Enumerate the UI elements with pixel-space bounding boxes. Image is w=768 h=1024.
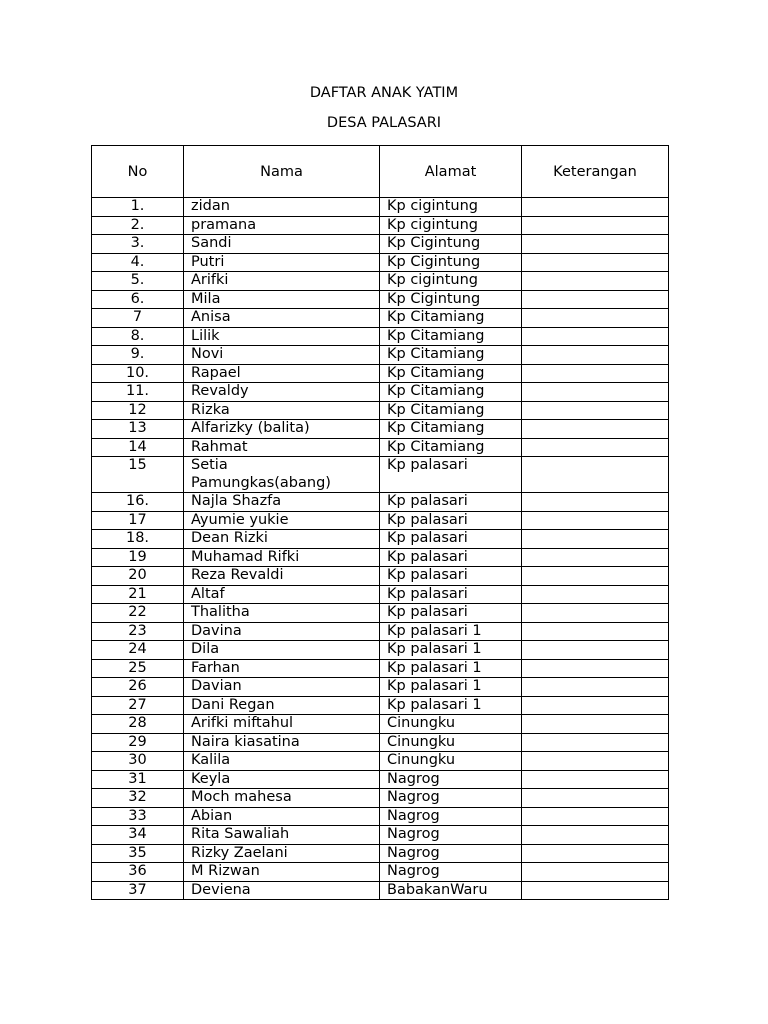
- table-row: [92, 383, 669, 402]
- cell-keterangan: [522, 401, 669, 420]
- cell-no: 32: [92, 789, 184, 808]
- header-no: No: [92, 146, 184, 198]
- cell-alamat: Nagrog: [380, 807, 522, 826]
- cell-no: 1.: [92, 198, 184, 217]
- cell-keterangan: [522, 696, 669, 715]
- cell-keterangan: [522, 198, 669, 217]
- cell-no: 8.: [92, 327, 184, 346]
- cell-keterangan: [522, 567, 669, 586]
- table-row: [92, 844, 669, 863]
- cell-keterangan: [522, 272, 669, 291]
- cell-alamat: Nagrog: [380, 770, 522, 789]
- cell-nama: Altaf: [184, 585, 380, 604]
- cell-alamat: Cinungku: [380, 715, 522, 734]
- cell-alamat: Kp Citamiang: [380, 420, 522, 439]
- table-row: [92, 253, 669, 272]
- cell-nama: Rapael: [184, 364, 380, 383]
- cell-keterangan: [522, 235, 669, 254]
- cell-keterangan: [522, 844, 669, 863]
- cell-keterangan: [522, 346, 669, 365]
- cell-no: 18.: [92, 530, 184, 549]
- cell-nama: Rizky Zaelani: [184, 844, 380, 863]
- cell-alamat: Cinungku: [380, 733, 522, 752]
- table-row: [92, 493, 669, 512]
- table-row: [92, 290, 669, 309]
- cell-nama: Davian: [184, 678, 380, 697]
- cell-keterangan: [522, 383, 669, 402]
- table-header-row: [92, 146, 669, 198]
- cell-alamat: Kp palasari 1: [380, 641, 522, 660]
- document-subtitle: DESA PALASARI: [326, 115, 442, 131]
- cell-nama: Rizka: [184, 401, 380, 420]
- cell-no: 10.: [92, 364, 184, 383]
- table-row: [92, 216, 669, 235]
- cell-nama: Lilik: [184, 327, 380, 346]
- table-row: [92, 881, 669, 900]
- table-row: [92, 622, 669, 641]
- cell-keterangan: [522, 604, 669, 623]
- cell-nama: Muhamad Rifki: [184, 548, 380, 567]
- table-row: [92, 420, 669, 439]
- cell-alamat: Kp palasari: [380, 457, 522, 493]
- table-row: [92, 696, 669, 715]
- table-row: [92, 585, 669, 604]
- cell-no: 29: [92, 733, 184, 752]
- cell-no: 25: [92, 659, 184, 678]
- cell-no: 12: [92, 401, 184, 420]
- table-row: [92, 807, 669, 826]
- cell-alamat: Cinungku: [380, 752, 522, 771]
- cell-alamat: Kp palasari: [380, 604, 522, 623]
- cell-alamat: Kp Citamiang: [380, 309, 522, 328]
- cell-alamat: Kp palasari 1: [380, 696, 522, 715]
- cell-nama: Mila: [184, 290, 380, 309]
- cell-keterangan: [522, 327, 669, 346]
- table-row: [92, 530, 669, 549]
- cell-alamat: Kp palasari 1: [380, 659, 522, 678]
- cell-keterangan: [522, 216, 669, 235]
- cell-alamat: Kp cigintung: [380, 272, 522, 291]
- table-row: [92, 770, 669, 789]
- cell-keterangan: [522, 530, 669, 549]
- cell-nama: Dani Regan: [184, 696, 380, 715]
- cell-nama: Arifki: [184, 272, 380, 291]
- cell-keterangan: [522, 678, 669, 697]
- cell-nama: Thalitha: [184, 604, 380, 623]
- cell-alamat: Kp Cigintung: [380, 290, 522, 309]
- cell-alamat: Kp palasari: [380, 511, 522, 530]
- cell-alamat: Kp palasari: [380, 530, 522, 549]
- cell-alamat: Kp cigintung: [380, 198, 522, 217]
- cell-nama: Davina: [184, 622, 380, 641]
- cell-no: 22: [92, 604, 184, 623]
- cell-keterangan: [522, 585, 669, 604]
- cell-no: 20: [92, 567, 184, 586]
- cell-no: 5.: [92, 272, 184, 291]
- document-title: DAFTAR ANAK YATIM: [309, 85, 459, 101]
- cell-nama: zidan: [184, 198, 380, 217]
- table-row: [92, 511, 669, 530]
- table-row: [92, 641, 669, 660]
- cell-no: 35: [92, 844, 184, 863]
- table-row: [92, 401, 669, 420]
- table-row: [92, 733, 669, 752]
- orphan-list-table: [91, 145, 669, 900]
- cell-alamat: Kp Cigintung: [380, 253, 522, 272]
- cell-nama: Sandi: [184, 235, 380, 254]
- cell-no: 17: [92, 511, 184, 530]
- cell-keterangan: [522, 752, 669, 771]
- table-row: [92, 604, 669, 623]
- cell-keterangan: [522, 253, 669, 272]
- cell-alamat: Kp Citamiang: [380, 364, 522, 383]
- cell-alamat: Kp Citamiang: [380, 346, 522, 365]
- cell-nama: Deviena: [184, 881, 380, 900]
- table-row: [92, 364, 669, 383]
- cell-keterangan: [522, 863, 669, 882]
- cell-no: 34: [92, 826, 184, 845]
- cell-no: 15: [92, 457, 184, 493]
- cell-no: 36: [92, 863, 184, 882]
- table-row: [92, 752, 669, 771]
- cell-keterangan: [522, 493, 669, 512]
- cell-nama: Revaldy: [184, 383, 380, 402]
- cell-alamat: Kp Cigintung: [380, 235, 522, 254]
- cell-no: 16.: [92, 493, 184, 512]
- cell-no: 4.: [92, 253, 184, 272]
- cell-no: 6.: [92, 290, 184, 309]
- cell-nama: Arifki miftahul: [184, 715, 380, 734]
- cell-keterangan: [522, 309, 669, 328]
- table-row: [92, 659, 669, 678]
- cell-nama: Rita Sawaliah: [184, 826, 380, 845]
- cell-nama: Novi: [184, 346, 380, 365]
- cell-alamat: BabakanWaru: [380, 881, 522, 900]
- cell-alamat: Kp palasari: [380, 585, 522, 604]
- cell-nama: Putri: [184, 253, 380, 272]
- cell-no: 33: [92, 807, 184, 826]
- table-row: [92, 789, 669, 808]
- cell-alamat: Nagrog: [380, 844, 522, 863]
- cell-nama: Ayumie yukie: [184, 511, 380, 530]
- cell-keterangan: [522, 641, 669, 660]
- cell-nama: Dean Rizki: [184, 530, 380, 549]
- cell-alamat: Kp cigintung: [380, 216, 522, 235]
- cell-nama: Abian: [184, 807, 380, 826]
- cell-no: 28: [92, 715, 184, 734]
- cell-keterangan: [522, 364, 669, 383]
- header-alamat: Alamat: [380, 146, 522, 198]
- table-row: [92, 438, 669, 457]
- cell-no: 21: [92, 585, 184, 604]
- table-row: [92, 309, 669, 328]
- cell-keterangan: [522, 826, 669, 845]
- cell-alamat: Kp Citamiang: [380, 383, 522, 402]
- table-row: [92, 826, 669, 845]
- table-row: [92, 346, 669, 365]
- cell-alamat: Kp palasari: [380, 567, 522, 586]
- table-body: [92, 198, 669, 900]
- cell-keterangan: [522, 548, 669, 567]
- cell-no: 27: [92, 696, 184, 715]
- cell-keterangan: [522, 457, 669, 493]
- cell-no: 23: [92, 622, 184, 641]
- cell-keterangan: [522, 511, 669, 530]
- cell-alamat: Kp palasari: [380, 493, 522, 512]
- cell-no: 26: [92, 678, 184, 697]
- cell-keterangan: [522, 881, 669, 900]
- cell-nama: Najla Shazfa: [184, 493, 380, 512]
- table-row: [92, 198, 669, 217]
- cell-keterangan: [522, 733, 669, 752]
- cell-keterangan: [522, 622, 669, 641]
- cell-no: 9.: [92, 346, 184, 365]
- cell-alamat: Kp Citamiang: [380, 438, 522, 457]
- cell-nama: Dila: [184, 641, 380, 660]
- cell-alamat: Nagrog: [380, 789, 522, 808]
- cell-nama: Reza Revaldi: [184, 567, 380, 586]
- header-keterangan: Keterangan: [522, 146, 669, 198]
- cell-nama: Kalila: [184, 752, 380, 771]
- cell-alamat: Nagrog: [380, 863, 522, 882]
- cell-nama: M Rizwan: [184, 863, 380, 882]
- table-row: [92, 235, 669, 254]
- cell-keterangan: [522, 715, 669, 734]
- cell-alamat: Kp Citamiang: [380, 401, 522, 420]
- cell-nama: Rahmat: [184, 438, 380, 457]
- header-nama: Nama: [184, 146, 380, 198]
- cell-no: 11.: [92, 383, 184, 402]
- cell-nama: Setia Pamungkas(abang): [184, 457, 380, 493]
- cell-no: 37: [92, 881, 184, 900]
- cell-no: 24: [92, 641, 184, 660]
- cell-no: 14: [92, 438, 184, 457]
- cell-nama: Farhan: [184, 659, 380, 678]
- table-row: [92, 457, 669, 493]
- table-row: [92, 327, 669, 346]
- cell-nama: Anisa: [184, 309, 380, 328]
- cell-no: 30: [92, 752, 184, 771]
- cell-alamat: Kp palasari: [380, 548, 522, 567]
- cell-keterangan: [522, 290, 669, 309]
- cell-keterangan: [522, 789, 669, 808]
- cell-alamat: Kp Citamiang: [380, 327, 522, 346]
- cell-alamat: Nagrog: [380, 826, 522, 845]
- cell-no: 19: [92, 548, 184, 567]
- cell-no: 2.: [92, 216, 184, 235]
- cell-nama: Moch mahesa: [184, 789, 380, 808]
- cell-no: 13: [92, 420, 184, 439]
- cell-keterangan: [522, 659, 669, 678]
- table-row: [92, 567, 669, 586]
- cell-no: 7: [92, 309, 184, 328]
- cell-keterangan: [522, 807, 669, 826]
- table-row: [92, 678, 669, 697]
- cell-alamat: Kp palasari 1: [380, 622, 522, 641]
- cell-nama: Alfarizky (balita): [184, 420, 380, 439]
- table-row: [92, 715, 669, 734]
- cell-nama: Naira kiasatina: [184, 733, 380, 752]
- cell-alamat: Kp palasari 1: [380, 678, 522, 697]
- cell-keterangan: [522, 438, 669, 457]
- table-row: [92, 863, 669, 882]
- cell-nama: pramana: [184, 216, 380, 235]
- cell-no: 3.: [92, 235, 184, 254]
- cell-no: 31: [92, 770, 184, 789]
- table-row: [92, 272, 669, 291]
- table-row: [92, 548, 669, 567]
- cell-keterangan: [522, 420, 669, 439]
- cell-keterangan: [522, 770, 669, 789]
- cell-nama: Keyla: [184, 770, 380, 789]
